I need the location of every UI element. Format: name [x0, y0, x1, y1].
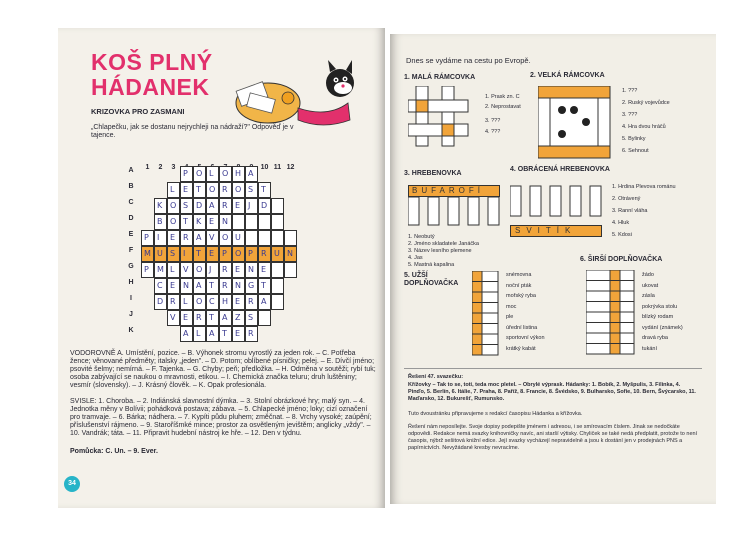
- row-letter: K: [128, 327, 134, 334]
- intro-text: Dnes se vydáme na cestu po Evropě.: [406, 56, 531, 65]
- section5-title: 5. UŽŠÍ DOPLŇOVAČKA: [404, 272, 459, 287]
- grid-letter: R: [261, 249, 267, 258]
- grid-cell: [180, 294, 193, 310]
- grid-letter: E: [235, 297, 241, 306]
- grid-cell: [258, 214, 271, 230]
- grid-cell: [193, 214, 206, 230]
- grid-cell: [219, 246, 232, 262]
- s6-clue: dravá ryba: [642, 335, 668, 341]
- col-number: 2: [158, 164, 163, 171]
- grid-letter: A: [183, 329, 189, 338]
- grid-cell: [206, 214, 219, 230]
- grid-letter: O: [222, 169, 229, 178]
- hint-text: Pomůcka: C. Un. – 9. Ever.: [70, 448, 158, 455]
- grid-letter: A: [248, 169, 254, 178]
- grid-letter: T: [222, 329, 227, 338]
- grid-cell: [245, 326, 258, 342]
- grid-letter: S: [170, 249, 176, 258]
- note-letters: Řešení nám neposílejte. Svoje dopisy podepište jménem i adresou, i se smírovacím číslem. Jinak se nedočkáte odpovědi. Redakce nemá svazky knihovničky navíc, ani starší výtisky. Chyliček se také nedá předplatit, protože to není časopis, nýbrž sešitová knižní edice. Její svazky vycházejí nepravidelně a jsou k dostání jen v prodejnách PNS a papírnictvích. Nevyžádané kresby nevracíme.: [408, 424, 698, 451]
- grid-letter: E: [209, 217, 215, 226]
- col-number: 10: [260, 164, 269, 171]
- s5-clue: moc: [506, 304, 517, 310]
- grid-letter: O: [222, 233, 229, 242]
- grid-letter: A: [209, 329, 215, 338]
- solution-heading: Řešení 47. svazečku:: [408, 374, 464, 380]
- section1-title: 1. MALÁ RÁMCOVKA: [404, 74, 476, 81]
- grid-letter: L: [196, 329, 201, 338]
- comb-answer-row: BUFAROFÍ: [408, 185, 500, 197]
- section2-title: 2. VELKÁ RÁMCOVKA: [530, 72, 605, 79]
- grid-letter: S: [248, 313, 254, 322]
- section6-title: 6. ŠIRŠÍ DOPLŇOVAČKA: [580, 256, 663, 263]
- grid-letter: L: [209, 169, 214, 178]
- grid-cell: [258, 310, 271, 326]
- grid-cell: [245, 246, 258, 262]
- inverse-comb-teeth: [510, 184, 605, 224]
- grid-cell: [232, 294, 245, 310]
- grid-cell: [180, 230, 193, 246]
- grid-cell: [258, 278, 271, 294]
- wide-fill-grid: [586, 270, 638, 358]
- grid-cell: [219, 278, 232, 294]
- grid-letter: P: [183, 169, 188, 178]
- grid-cell: [206, 326, 219, 342]
- grid-cell: [154, 278, 167, 294]
- right-page: [390, 34, 716, 504]
- row-letter: F: [128, 247, 134, 254]
- grid-cell: [193, 230, 206, 246]
- grid-letter: V: [170, 313, 176, 322]
- grid-letter: E: [183, 185, 189, 194]
- grid-letter: D: [157, 297, 164, 306]
- left-page: [58, 28, 385, 508]
- grid-cell: [232, 262, 245, 278]
- s4-clue: 2. Otrávený: [612, 196, 641, 202]
- grid-cell: [193, 294, 206, 310]
- grid-letter: A: [261, 297, 267, 306]
- grid-cell: [206, 310, 219, 326]
- grid-letter: P: [144, 265, 149, 274]
- grid-cell: [154, 294, 167, 310]
- grid-cell: [206, 166, 219, 182]
- row-letter: I: [130, 295, 132, 302]
- grid-letter: L: [170, 265, 175, 274]
- grid-cell: [232, 278, 245, 294]
- grid-cell: [180, 262, 193, 278]
- grid-letter: E: [170, 233, 176, 242]
- section4-title: 4. OBRÁCENÁ HREBENOVKA: [510, 166, 610, 173]
- grid-letter: E: [170, 281, 176, 290]
- grid-letter: I: [183, 249, 186, 258]
- grid-cell: [271, 214, 284, 230]
- grid-cell: [271, 278, 284, 294]
- grid-cell: [271, 294, 284, 310]
- grid-cell: [258, 182, 271, 198]
- grid-letter: P: [248, 249, 253, 258]
- grid-cell: [206, 262, 219, 278]
- section3-title: 3. HREBENOVKA: [404, 170, 462, 177]
- grid-letter: S: [248, 185, 254, 194]
- grid-cell: [219, 262, 232, 278]
- grid-cell: [141, 246, 154, 262]
- s2-clue: 2. Ruský vojevůdce: [622, 100, 670, 106]
- s5-clue: sportovní výkon: [506, 335, 545, 341]
- grid-letter: M: [144, 249, 151, 258]
- grid-letter: N: [235, 281, 241, 290]
- small-frame-puzzle: [408, 86, 478, 156]
- grid-cell: [219, 294, 232, 310]
- s1-clue: 3. ???: [485, 118, 501, 124]
- narrow-fill-grid: [472, 271, 502, 359]
- grid-letter: K: [196, 217, 202, 226]
- row-letter: C: [128, 199, 134, 206]
- grid-cell: [167, 294, 180, 310]
- grid-letter: N: [222, 217, 228, 226]
- col-number: 1: [145, 164, 150, 171]
- grid-cell: [232, 310, 245, 326]
- grid-letter: R: [222, 201, 228, 210]
- page-number: 34: [64, 476, 80, 492]
- s5-clue: noční pták: [506, 283, 532, 289]
- grid-letter: T: [209, 281, 214, 290]
- comb-teeth: [408, 197, 500, 229]
- s3-clue: 3. Název lesního plemene: [408, 248, 472, 254]
- grid-cell: [206, 230, 219, 246]
- grid-cell: [258, 294, 271, 310]
- row-letter: H: [128, 279, 134, 286]
- grid-letter: R: [170, 297, 176, 306]
- grid-cell: [258, 230, 271, 246]
- grid-cell: [206, 198, 219, 214]
- s6-clue: ukovat: [642, 283, 659, 289]
- grid-letter: E: [235, 265, 241, 274]
- large-frame-puzzle: [538, 86, 616, 166]
- grid-letter: K: [157, 201, 163, 210]
- grid-cell: [180, 198, 193, 214]
- grid-cell: [154, 214, 167, 230]
- grid-cell: [219, 230, 232, 246]
- grid-letter: J: [209, 265, 212, 274]
- grid-letter: L: [183, 297, 188, 306]
- grid-cell: [206, 246, 219, 262]
- grid-cell: [167, 278, 180, 294]
- grid-cell: [154, 246, 167, 262]
- grid-cell: [232, 214, 245, 230]
- grid-cell: [245, 262, 258, 278]
- grid-letter: T: [183, 217, 188, 226]
- grid-cell: [284, 262, 297, 278]
- grid-letter: T: [196, 185, 201, 194]
- s3-clue: 4. Jas: [408, 255, 423, 261]
- grid-cell: [245, 214, 258, 230]
- grid-letter: E: [261, 265, 267, 274]
- grid-cell: [271, 230, 284, 246]
- grid-letter: R: [196, 313, 202, 322]
- clues-down: SVISLE: 1. Choroba. – 2. Indiánská slavnostní dýmka. – 3. Stolní obrázkové hry; malý syn. – 4. Jednotka měny v Bolívii; pohádková postava; zábava. – 5. Chlapecké jméno; loky; cizí označení pro tramvaje. – 6. Bárka; nádhera. – 7. Kypíti půdu pluhem; změčnat. – 8. Vrchy vysoké; zaúpění; příslušenství rájmeno. – 9. Staroříšmké mince; prostor za osvětleným jevištěm; anglicky „vždy". – 10. Vandrák; táta. – 11. Připravit hudební nástroj ke hře. – 12. Den v týdnu.: [70, 398, 372, 437]
- grid-cell: [245, 166, 258, 182]
- grid-cell: [232, 326, 245, 342]
- s6-clue: tukání: [642, 346, 657, 352]
- grid-cell: [167, 214, 180, 230]
- grid-letter: R: [248, 329, 254, 338]
- s2-clue: 3. ???: [622, 112, 638, 118]
- grid-letter: V: [209, 233, 215, 242]
- grid-letter: M: [157, 265, 164, 274]
- grid-cell: [219, 310, 232, 326]
- grid-cell: [271, 198, 284, 214]
- s6-clue: blízký rodam: [642, 314, 674, 320]
- grid-letter: E: [235, 201, 241, 210]
- s5-clue: snémovna: [506, 272, 532, 278]
- grid-cell: [258, 262, 271, 278]
- grid-cell: [141, 262, 154, 278]
- grid-letter: U: [274, 249, 280, 258]
- s2-clue: 1. ???: [622, 88, 638, 94]
- s1-clue: 1. Prask zn. C: [485, 94, 520, 100]
- col-number: 3: [171, 164, 176, 171]
- grid-letter: R: [222, 265, 228, 274]
- s4-clue: 3. Ranní vláha: [612, 208, 648, 214]
- grid-letter: N: [248, 265, 254, 274]
- grid-cell: [245, 230, 258, 246]
- grid-cell: [193, 278, 206, 294]
- grid-cell: [180, 246, 193, 262]
- grid-letter: A: [222, 313, 228, 322]
- grid-cell: [193, 310, 206, 326]
- s2-clue: 5. Bylinky: [622, 136, 646, 142]
- divider: [404, 368, 702, 369]
- s1-clue: 2. Neprostavat: [485, 104, 521, 110]
- s2-clue: 6. Sehnout: [622, 148, 649, 154]
- grid-cell: [206, 294, 219, 310]
- s6-clue: zásla: [642, 293, 655, 299]
- solution-text: Křížovky – Tak to se, toti, teda moc pletel. – Obrylé výprask. Hádanky: 1. Bobík, 2. Myšpulis, 3. Filinka, 4. Pinďo, 5. Berlín, 6. Itálie, 7. Praha, 8. Paříž, 8. Francie, 8. Švédsko, 9. Bulharsko, Sofie, 10. Bern, Švýcarsko, 11. Maďarsko, 12. Bukurešť, Rumunsko.: [408, 382, 696, 402]
- grid-cell: [167, 230, 180, 246]
- col-number: 12: [286, 164, 295, 171]
- grid-letter: P: [222, 249, 227, 258]
- grid-cell: [219, 166, 232, 182]
- row-letter: B: [128, 183, 134, 190]
- grid-cell: [258, 246, 271, 262]
- grid-letter: V: [183, 265, 189, 274]
- grid-letter: R: [222, 185, 228, 194]
- grid-letter: O: [235, 249, 242, 258]
- s1-clue: 4. ???: [485, 129, 501, 135]
- grid-letter: S: [183, 201, 189, 210]
- grid-cell: [219, 182, 232, 198]
- grid-letter: O: [170, 217, 177, 226]
- grid-letter: C: [209, 297, 215, 306]
- grid-cell: [245, 294, 258, 310]
- crossword-subtitle: KRIZOVKA PRO ZASMANI: [91, 107, 185, 116]
- grid-letter: D: [261, 201, 268, 210]
- grid-cell: [232, 198, 245, 214]
- grid-letter: P: [144, 233, 149, 242]
- grid-cell: [232, 246, 245, 262]
- grid-letter: R: [183, 233, 189, 242]
- grid-cell: [167, 310, 180, 326]
- grid-letter: U: [235, 233, 241, 242]
- s6-clue: pokrývka stolu: [642, 304, 678, 310]
- note-editorial: Tuto dvoustránku připravujeme s redakcí časopisu Hádanka a křížovka.: [408, 411, 583, 417]
- grid-cell: [193, 326, 206, 342]
- row-letter: J: [129, 311, 133, 318]
- grid-letter: T: [209, 313, 214, 322]
- s5-clue: mořský ryba: [506, 293, 536, 299]
- s5-clue: ple: [506, 314, 514, 320]
- s3-clue: 1. Neobutý: [408, 234, 435, 240]
- grid-cell: [271, 262, 284, 278]
- grid-cell: [219, 198, 232, 214]
- row-letter: D: [128, 215, 134, 222]
- s2-clue: 4. Hra dvou hráčů: [622, 124, 666, 130]
- crossword-grid: [141, 166, 297, 342]
- s6-clue: žádo: [642, 272, 654, 278]
- grid-letter: J: [248, 201, 251, 210]
- crossword-quote: „Chlapečku, jak se dostanu nejrychleji na nádraží?" Odpověď je v tajence.: [91, 124, 294, 139]
- page-title-line2: HÁDANEK: [91, 74, 210, 100]
- grid-letter: O: [196, 265, 203, 274]
- grid-cell: [167, 246, 180, 262]
- grid-cell: [167, 182, 180, 198]
- col-number: 11: [273, 164, 282, 171]
- grid-letter: N: [183, 281, 189, 290]
- grid-letter: O: [209, 185, 216, 194]
- grid-letter: A: [209, 201, 215, 210]
- grid-cell: [245, 182, 258, 198]
- grid-letter: O: [170, 201, 177, 210]
- grid-cell: [180, 214, 193, 230]
- row-letter: G: [128, 263, 134, 270]
- grid-letter: A: [196, 233, 202, 242]
- s4-clue: 4. Hluk: [612, 220, 630, 226]
- grid-cell: [245, 198, 258, 214]
- grid-cell: [232, 182, 245, 198]
- grid-letter: E: [183, 313, 189, 322]
- s4-clue: 1. Hrdina Plevova románu: [612, 184, 676, 190]
- grid-letter: G: [248, 281, 255, 290]
- grid-letter: T: [261, 185, 266, 194]
- grid-cell: [206, 278, 219, 294]
- grid-cell: [232, 166, 245, 182]
- s5-clue: úřední listina: [506, 325, 538, 331]
- grid-cell: [167, 262, 180, 278]
- grid-cell: [180, 182, 193, 198]
- s3-clue: 5. Mastná kapalina: [408, 262, 455, 268]
- grid-cell: [180, 310, 193, 326]
- grid-letter: O: [196, 169, 203, 178]
- s6-clue: vydání (známek): [642, 325, 683, 331]
- grid-cell: [284, 230, 297, 246]
- grid-letter: T: [196, 249, 201, 258]
- row-letter: A: [128, 167, 134, 174]
- grid-cell: [193, 182, 206, 198]
- grid-letter: E: [209, 249, 215, 258]
- s3-clue: 2. Jméno skladatele Janáčka: [408, 241, 479, 247]
- grid-letter: I: [157, 233, 160, 242]
- grid-letter: B: [157, 217, 163, 226]
- grid-letter: Z: [235, 313, 241, 322]
- grid-cell: [193, 166, 206, 182]
- inverse-comb-answer-row: SVITÍK: [510, 225, 602, 237]
- grid-letter: O: [196, 297, 203, 306]
- grid-cell: [167, 198, 180, 214]
- grid-cell: [245, 310, 258, 326]
- grid-cell: [219, 326, 232, 342]
- s5-clue: krátký kabát: [506, 346, 536, 352]
- s4-clue: 5. Kdosi: [612, 232, 632, 238]
- grid-letter: N: [287, 249, 293, 258]
- grid-cell: [245, 278, 258, 294]
- grid-cell: [284, 246, 297, 262]
- row-letter: E: [128, 231, 134, 238]
- grid-cell: [180, 326, 193, 342]
- grid-cell: [180, 278, 193, 294]
- grid-cell: [193, 198, 206, 214]
- grid-letter: L: [170, 185, 175, 194]
- grid-letter: O: [235, 185, 242, 194]
- grid-cell: [154, 198, 167, 214]
- grid-cell: [141, 230, 154, 246]
- grid-letter: H: [235, 169, 242, 178]
- grid-letter: T: [261, 281, 266, 290]
- grid-letter: R: [222, 281, 228, 290]
- grid-letter: C: [157, 281, 163, 290]
- grid-cell: [154, 230, 167, 246]
- grid-letter: U: [157, 249, 163, 258]
- grid-letter: A: [196, 281, 202, 290]
- page-title-line1: KOŠ PLNÝ: [91, 49, 213, 75]
- grid-cell: [193, 246, 206, 262]
- grid-cell: [258, 198, 271, 214]
- grid-cell: [232, 230, 245, 246]
- grid-cell: [180, 166, 193, 182]
- clues-across: VODOROVNĚ A. Umístění, pozice. – B. Výhonek stromu vyrostlý za jeden rok. – C. Potřeba žence; věnované předměty; italsky „jeden". – D. Potom; oblíbené písničky; pelej. – E. Dívčí jméno; psovité šelmy; nemírná. – F. Tajenka. – G. Chyby; peň; předložka. – H. Odměna v soutěži; rybí tuk; osoba zabývající se naukou o mravnosti, etikou. – I. Chemická značka teluru; druh luštěniny; vesmír (slovensky). – J. Krásný člověk. – K. Opak profesionála.: [70, 350, 376, 389]
- grid-letter: H: [222, 297, 229, 306]
- grid-letter: E: [235, 329, 241, 338]
- grid-letter: D: [196, 201, 203, 210]
- grid-letter: R: [248, 297, 254, 306]
- grid-cell: [271, 246, 284, 262]
- grid-cell: [154, 262, 167, 278]
- grid-cell: [219, 214, 232, 230]
- grid-cell: [193, 262, 206, 278]
- grid-cell: [206, 182, 219, 198]
